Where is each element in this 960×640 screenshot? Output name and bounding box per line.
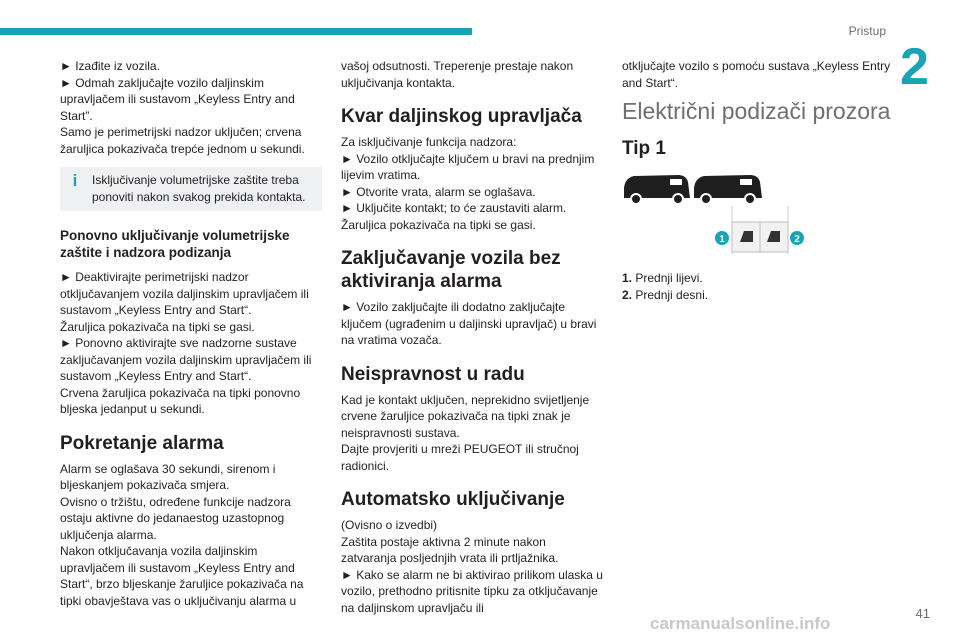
vehicle-icons [622, 170, 822, 260]
alarm-para-3-continued: vašoj odsutnosti. Treperenje prestaje nakon uključivanja kontakta. [341, 59, 574, 90]
step-lock: ► Odmah zaključajte vozilo daljinskim upravljačem ili sustavom „Keyless Entry and Start”. [60, 75, 295, 123]
perimeter-info: Samo je perimetrijski nadzor uključen; crvena žaruljica pokazivača trepće jednom u sekundi. [60, 125, 305, 156]
legend-item: 1. Prednji lijevi. [622, 271, 703, 285]
heading-power-windows: Električni podizači prozora [622, 98, 891, 124]
reactivation-info-1: Žaruljica pokazivača na tipki se gasi. [60, 319, 255, 334]
legend-item: 2. Prednji desni. [622, 287, 709, 302]
auto-para-3-continued: otključajte vozilo s pomoću sustava „Keyless Entry and Start“. [622, 59, 891, 90]
alarm-para-2: Ovisno o tržištu, određene funkcije nadzora ostaju aktivne do jedanaestog uzastopnog uključenja alarma. [60, 494, 291, 542]
watermark: carmanualsonline.info [650, 614, 831, 633]
badge-1: 1 [719, 234, 725, 245]
column-3 [622, 58, 892, 303]
heading-remote-fault: Kvar daljinskog upravljača [341, 106, 582, 127]
fault-step-1: ► Vozilo otključajte ključem u bravi na prednjim lijevim vratima. [341, 151, 595, 182]
page-number: 41 [915, 606, 930, 621]
info-note-text: Isključivanje volumetrijske zaštite treba ponoviti nakon svakog prekida kontakta. [92, 173, 306, 204]
heading-reactivation: Ponovno uključivanje volumetrijske zaštite i nadzora podizanja [60, 228, 290, 260]
badge-2: 2 [794, 234, 800, 245]
heading-malfunction: Neispravnost u radu [341, 363, 525, 385]
window-switch-illustration [622, 170, 822, 260]
heading-alarm-trigger: Pokretanje alarma [60, 432, 224, 454]
lock-step: ► Vozilo zaključajte ili dodatno zaključajte ključem (ugrađenim u daljinski upravljač) u bravi na vratima vozača. [341, 300, 597, 347]
column-2 [341, 58, 603, 616]
van-long-icon [694, 175, 762, 204]
auto-para-2: Zaštita postaje aktivna 2 minute nakon zatvaranja posljednjih vrata ili prtljažnika. [341, 534, 559, 565]
alarm-para-3: Nakon otključavanja vozila daljinskim upravljačem ili sustavom „Keyless Entry and Start“, brzo bljeskanje žaruljice pokazivača na tipki obavještava vas o uključivanju alarma u [60, 544, 304, 608]
auto-para-1: (Ovisno o izvedbi) [341, 518, 438, 532]
reactivation-info-2: Crvena žaruljica pokazivača na tipki ponovno bljeska jedanput u sekundi. [60, 385, 301, 416]
fault-intro: Za isključivanje funkcija nadzora: [341, 135, 517, 149]
malfunction-para-2: Dajte provjeriti u mreži PEUGEOT ili stručnoj radionici. [341, 442, 579, 473]
alarm-para-1: Alarm se oglašava 30 sekundi, sirenom i bljeskanjem pokazivača smjera. [60, 461, 276, 492]
heading-auto-lock: Automatsko uključivanje [341, 489, 565, 510]
van-short-icon [624, 175, 690, 204]
heading-lock-no-alarm: Zaključavanje vozila bez aktiviranja alarma [341, 248, 561, 292]
fault-info: Žaruljica pokazivača na tipki se gasi. [341, 217, 536, 232]
fault-step-3: ► Uključite kontakt; to će zaustaviti alarm. [341, 201, 567, 215]
step-exit: ► Izađite iz vozila. [60, 59, 160, 73]
column-1 [60, 58, 322, 609]
chapter-number: 2 [900, 38, 929, 96]
info-icon: i [72, 171, 78, 190]
heading-type-1: Tip 1 [622, 138, 666, 159]
legend [622, 270, 892, 303]
fault-step-2: ► Otvorite vrata, alarm se oglašava. [341, 184, 536, 199]
reactivation-step-2: ► Ponovno aktivirajte sve nadzorne sustave zaključavanjem vozila daljinskim upravljačem ili sustavom „Keyless Entry and Start“. [60, 336, 312, 383]
reactivation-step-1: ► Deaktivirajte perimetrijski nadzor otključavanjem vozila daljinskim upravljačem ili sustavom „Keyless Entry and Start“. [60, 270, 309, 317]
info-note [60, 167, 322, 211]
header-accent-bar [0, 28, 472, 35]
malfunction-para-1: Kad je kontakt uključen, neprekidno svijetljenje crvene žaruljice pokazivača na tipki znak je neispravnosti sustava. [341, 392, 590, 440]
auto-para-3: ► Kako se alarm ne bi aktivirao prilikom ulaska u vozilo, prethodno pritisnite tipku za otključavanje na daljinskom upravljaču ili [341, 567, 603, 615]
section-title: Pristup [848, 24, 886, 38]
